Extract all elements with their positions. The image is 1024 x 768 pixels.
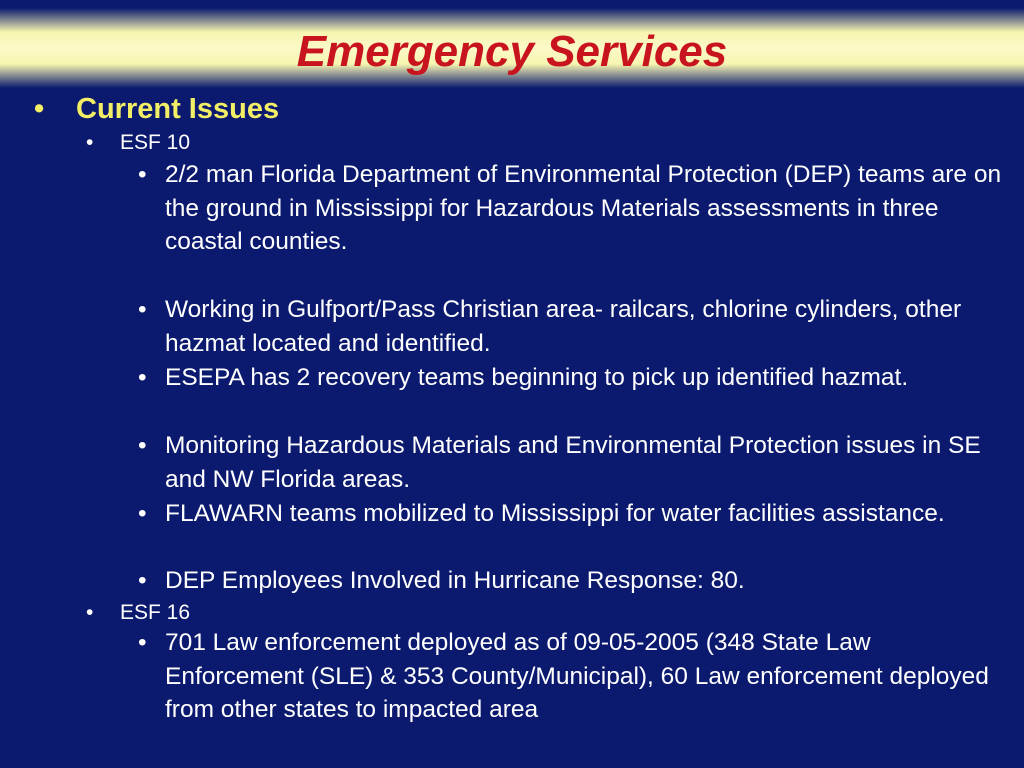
bullet-icon: • <box>138 629 147 656</box>
bullet-icon: • <box>86 131 94 154</box>
list-item <box>138 626 1010 727</box>
item-text: 2/2 man Florida Department of Environmental Protection (DEP) teams are on the ground in Mississippi for Hazardous Materials assessments in three coastal counties. <box>165 161 1002 256</box>
bullet-icon: • <box>138 432 147 459</box>
item-text: Working in Gulfport/Pass Christian area- railcars, chlorine cylinders, other hazmat located and identified. <box>165 296 962 357</box>
bullet-icon: • <box>138 296 147 323</box>
list-item <box>138 497 1010 531</box>
esf-label: ESF 10 <box>120 131 191 154</box>
slide-title: Emergency Services <box>296 27 728 76</box>
item-text: Monitoring Hazardous Materials and Environmental Protection issues in SE and NW Florida areas. <box>165 432 981 493</box>
item-text: FLAWARN teams mobilized to Mississippi for water facilities assistance. <box>165 500 945 527</box>
list-item <box>138 293 1010 360</box>
list-item <box>138 361 1010 395</box>
bullet-icon: • <box>138 500 147 527</box>
list-item <box>86 600 190 626</box>
list-item <box>138 158 1010 259</box>
heading-bullet <box>34 92 280 126</box>
list-item <box>138 564 1010 598</box>
bullet-icon: • <box>34 93 45 125</box>
esf-label: ESF 16 <box>120 601 191 624</box>
list-item <box>138 429 1010 496</box>
bullet-icon: • <box>138 364 147 391</box>
bullet-icon: • <box>138 567 147 594</box>
item-text: 701 Law enforcement deployed as of 09-05-2005 (348 State Law Enforcement (SLE) & 353 County/Municipal), 60 Law enforcement deployed from other states to impacted area <box>165 629 989 724</box>
section-heading: Current Issues <box>76 93 280 125</box>
bullet-icon: • <box>138 161 147 188</box>
list-item <box>86 130 190 156</box>
item-text: ESEPA has 2 recovery teams beginning to pick up identified hazmat. <box>165 364 909 391</box>
bullet-icon: • <box>86 601 94 624</box>
item-text: DEP Employees Involved in Hurricane Response: 80. <box>165 567 745 594</box>
